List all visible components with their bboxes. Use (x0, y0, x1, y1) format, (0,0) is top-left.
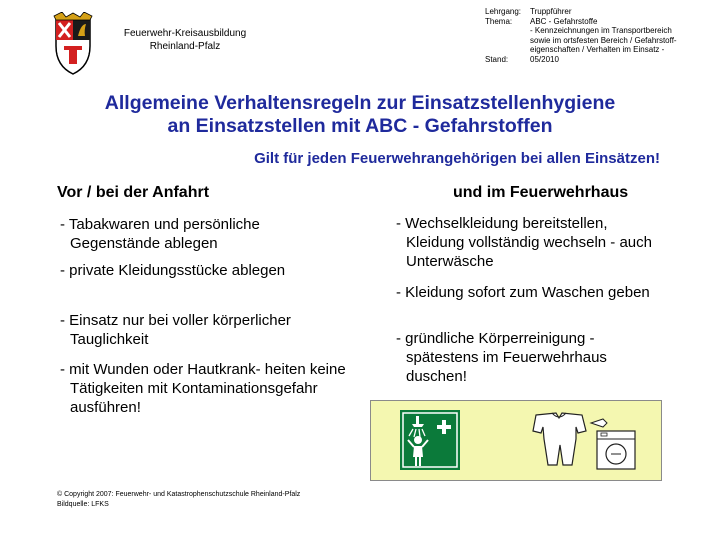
page-subtitle: Gilt für jeden Feuerwehrangehörigen bei allen Einsätzen! (254, 150, 660, 167)
footer (57, 490, 300, 510)
left-item-4 (60, 360, 350, 417)
organization-line2: Rheinland-Pfalz (149, 41, 221, 52)
meta-row (485, 36, 705, 46)
page-title-line2: an Einsatzstellen mit ABC - Gefahrstoffen (167, 115, 553, 137)
list-item-text: - Einsatz nur bei voller körperlicher Tauglichkeit (60, 312, 291, 348)
meta-key: Thema: (485, 16, 513, 26)
meta-value: 05/2010 (530, 54, 559, 64)
left-column-heading: Vor / bei der Anfahrt (57, 184, 210, 201)
page-title (30, 92, 690, 138)
right-item-3 (396, 329, 666, 386)
right-item-1 (396, 214, 666, 271)
meta-value: Truppführer (530, 7, 572, 16)
list-item-text: - gründliche Körperreinigung - spätestens im Feuerwehrhaus duschen! (396, 330, 607, 385)
left-item-1 (60, 215, 320, 253)
hygiene-pictogram-panel (370, 400, 662, 481)
list-item-text: - Kleidung sofort zum Waschen geben (396, 284, 650, 301)
meta-row (485, 26, 705, 36)
meta-key (485, 36, 530, 46)
clothing-laundry-icon (531, 409, 645, 471)
meta-key (485, 45, 530, 55)
meta-key (485, 26, 530, 36)
meta-value: - Kennzeichnungen im Transportbereich (530, 26, 672, 35)
meta-row (485, 17, 705, 27)
right-column-heading: und im Feuerwehrhaus (453, 184, 629, 201)
list-item-text: - Tabakwaren und persönliche Gegenstände ablegen (60, 216, 260, 252)
list-item-text: - private Kleidungsstücke ablegen (60, 262, 286, 279)
meta-row (485, 7, 705, 17)
meta-key: Stand: (485, 54, 509, 64)
footer-source: Bildquelle: LFKS (57, 501, 109, 508)
footer-copyright: © Copyright 2007: Feuerwehr- und Katastrophenschutzschule Rheinland-Pfalz (57, 491, 301, 498)
list-item-text: - Wechselkleidung bereitstellen, Kleidung vollständig wechseln - auch Unterwäsche (396, 215, 652, 270)
meta-row (485, 45, 705, 55)
left-item-2 (60, 261, 320, 280)
page-title-line1: Allgemeine Verhaltensregeln zur Einsatzstellenhygiene (104, 92, 616, 114)
organization-line1: Feuerwehr-Kreisausbildung (123, 28, 247, 39)
right-item-2 (396, 283, 666, 302)
meta-value: eigenschaften / Verhalten im Einsatz - (530, 45, 665, 54)
meta-key: Lehrgang: (485, 7, 522, 16)
left-item-3 (60, 311, 320, 349)
list-item-text: - mit Wunden oder Hautkrank- heiten keine Tätigkeiten mit Kontaminationsgefahr ausführen! (60, 361, 346, 416)
course-meta (485, 7, 705, 64)
coat-of-arms-logo (48, 12, 98, 76)
meta-row (485, 55, 705, 65)
organization-name (110, 27, 260, 53)
meta-value: sowie im ortsfesten Bereich / Gefahrstoff- (530, 35, 677, 45)
emergency-shower-sign-icon (400, 410, 460, 470)
meta-value: ABC - Gefahrstoffe (530, 16, 598, 26)
